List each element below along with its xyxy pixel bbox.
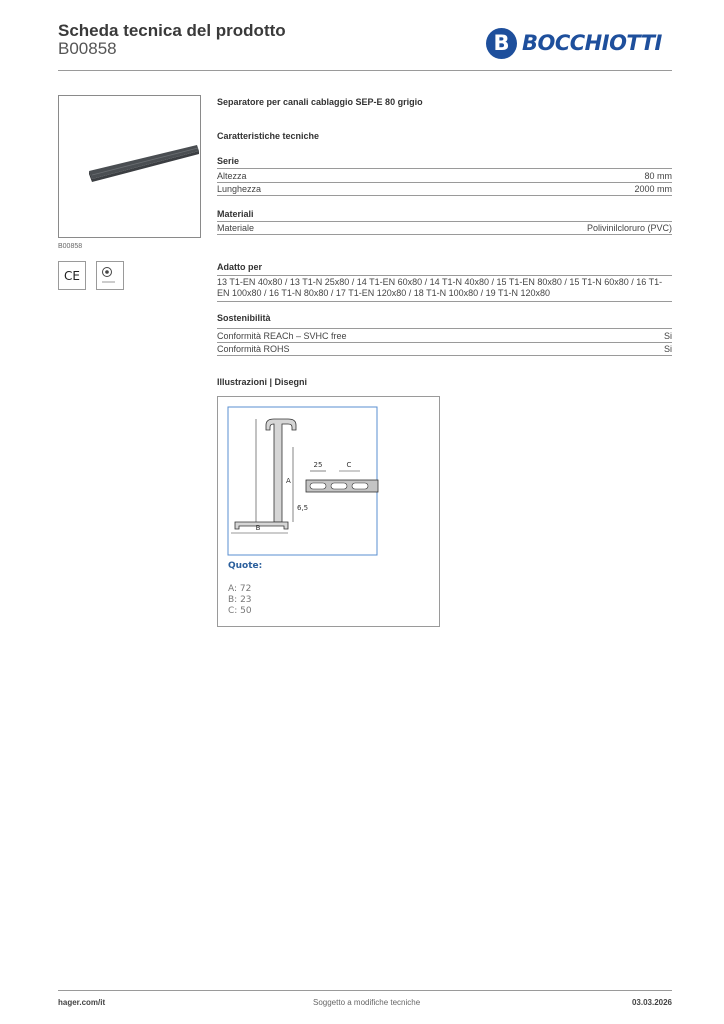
footer-date: 03.03.2026 [631, 998, 672, 1007]
svg-text:CE: CE [64, 269, 80, 283]
certification-mark-icon [96, 261, 124, 290]
brand-logo: B BOCCHIOTTI [486, 28, 670, 60]
table-row [217, 168, 672, 182]
footer-note: Soggetto a modifiche tecniche [313, 998, 421, 1007]
header-divider [58, 70, 672, 71]
footer-site-link[interactable]: hager.com/it [58, 998, 106, 1007]
materials-heading: Materiali [217, 209, 254, 219]
product-code: B00858 [58, 39, 117, 58]
quote-a: A: 72 [228, 584, 252, 594]
page-title: Scheda tecnica del prodotto [58, 21, 286, 40]
dim-label-pitch: 25 [313, 461, 323, 469]
dim-label-thickness: 6,5 [297, 504, 309, 512]
table-row [217, 182, 672, 196]
characteristics-heading: Caratteristiche tecniche [217, 131, 320, 141]
row-value: 2000 mm [634, 184, 672, 194]
row-label: Lunghezza [217, 184, 262, 194]
row-value: Polivinilcloruro (PVC) [586, 223, 672, 233]
ce-mark-icon [58, 261, 86, 290]
sustainability-heading: Sostenibilità [217, 313, 271, 323]
quote-b: B: 23 [228, 595, 252, 605]
table-row [217, 328, 672, 342]
quote-title: Quote: [228, 561, 263, 571]
dim-label-a: A [286, 477, 291, 485]
dim-label-c: C [346, 461, 352, 469]
product-name: Separatore per canali cablaggio SEP-E 80 grigio [217, 97, 423, 107]
sustainability-table [217, 328, 672, 356]
row-label: Materiale [217, 223, 255, 233]
image-caption: B00858 [58, 243, 83, 250]
row-value: Si [663, 330, 672, 341]
suitable-list: 13 T1-EN 40x80 / 13 T1-N 25x80 / 14 T1-EN 60x80 / 14 T1-N 40x80 / 15 T1-EN 80x80 / 15 T1-N 60x80 / 16 T1-EN 100x80 / 16 T1-N 80x80 / 17 T1-EN 120x80 / 18 T1-N 100x80 / 19 T1-N 120x80 [217, 275, 672, 302]
row-value: 80 mm [644, 170, 672, 181]
table-row [217, 221, 672, 235]
row-label: Conformità REACh – SVHC free [217, 330, 347, 341]
serie-heading: Serie [217, 156, 240, 166]
row-value: Si [663, 344, 672, 354]
brand-name: BOCCHIOTTI [522, 31, 662, 55]
dim-label-b: B [255, 524, 261, 532]
separator-product-icon [59, 96, 200, 237]
quote-c: C: 50 [228, 606, 252, 616]
materials-table [217, 221, 672, 235]
footer-divider [58, 990, 672, 991]
illustrations-heading: Illustrazioni | Disegni [217, 377, 308, 387]
serie-table [217, 168, 672, 196]
product-image [58, 95, 201, 238]
technical-drawing [217, 396, 440, 627]
row-label: Altezza [217, 170, 247, 181]
row-label: Conformità ROHS [217, 344, 290, 354]
table-row [217, 342, 672, 356]
suitable-heading: Adatto per [217, 262, 262, 272]
